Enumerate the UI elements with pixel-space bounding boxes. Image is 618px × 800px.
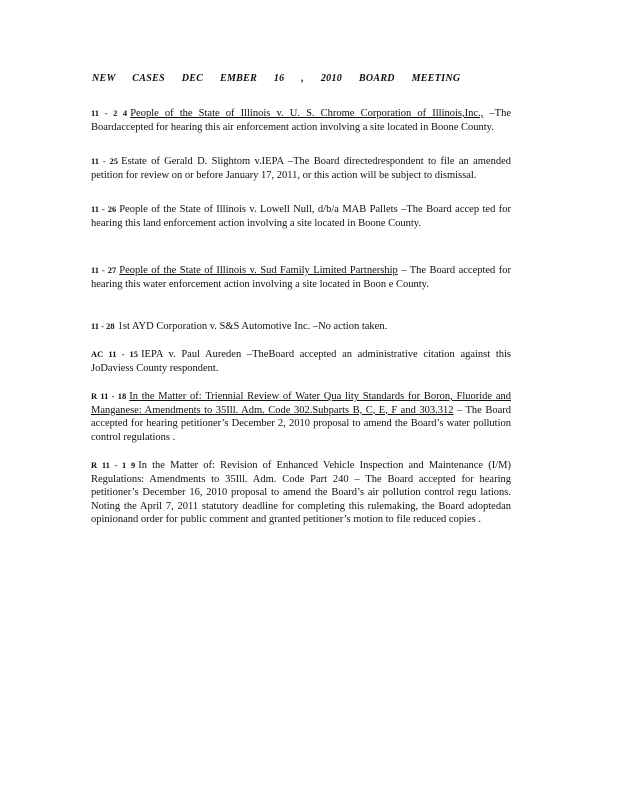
case-entry (91, 107, 511, 134)
case-number: 11 - 26 (91, 204, 117, 214)
case-number: 11 - 25 (91, 156, 119, 166)
case-entry (91, 459, 511, 527)
case-description: –The Boardaccepted for hearing this air enforcement action involving a site located in Boone County. (91, 108, 511, 133)
case-entry (91, 390, 511, 444)
case-description: IEPA v. Paul Aureden –TheBoard accepted an administrative citation against this JoDaviess County respondent. (91, 349, 511, 374)
case-entry (91, 155, 511, 182)
case-description: – The Board accepted for hearing petitioner’s December 2, 2010 proposal to amend the Board’s water pollution control regulations . (91, 404, 511, 443)
case-description: People of the State of Illinois v. Lowell Null, d/b/a MAB Pallets –The Board accep ted for hearing this land enforcement action involving a site located in Boone County. (91, 204, 511, 229)
case-entry (91, 203, 511, 230)
case-caption: People of the State of Illinois v. Sud Family Limited Partnership (119, 265, 398, 276)
case-entry (91, 320, 511, 334)
case-entry (91, 348, 511, 375)
case-number: AC 11 - 15 (91, 349, 139, 359)
case-description: Estate of Gerald D. Slightom v.IEPA –The Board directedrespondent to file an amended petition for review on or before January 17, 2011, or this action will be subject to dismissal. (91, 156, 511, 181)
case-number: 11 - 28 (91, 321, 115, 331)
case-caption: People of the State of Illinois v. U. S. Chrome Corporation of Illinois,Inc., (130, 108, 484, 119)
case-number: R 11 - 1 9 (91, 460, 136, 470)
case-description: In the Matter of: Revision of Enhanced Vehicle Inspection and Maintenance (I/M) Regulations: Amendments to 35Ill. Adm. Code Part 240 – The Board accepted for hearing petitioner’s December 16, 2010 proposal to amend the Board’s air pollution control regu lations. Noting the April 7, 2011 statutory deadline for completing this rulemaking, the Board adoptedan opinionand order for public comment and granted petitioner’s motion to file reduced copies . (91, 460, 511, 526)
case-number: 11 - 2 4 (91, 108, 128, 118)
case-number: R 11 - 18 (91, 391, 127, 401)
page-heading: NEW CASES DEC EMBER 16 , 2010 BOARD MEETING (92, 73, 461, 84)
case-description: 1st AYD Corporation v. S&S Automotive Inc. –No action taken. (117, 321, 388, 332)
case-description: – The Board accepted for hearing this water enforcement action involving a site located in Boon e County. (91, 265, 511, 290)
case-caption: In the Matter of: Triennial Review of Water Qua lity Standards for Boron, Fluoride and Manganese: Amendments to 35Ill. Adm. Code 302.Subparts B, C, E, F and 303.312 (91, 391, 511, 416)
case-entry (91, 264, 511, 291)
case-number: 11 - 27 (91, 265, 117, 275)
